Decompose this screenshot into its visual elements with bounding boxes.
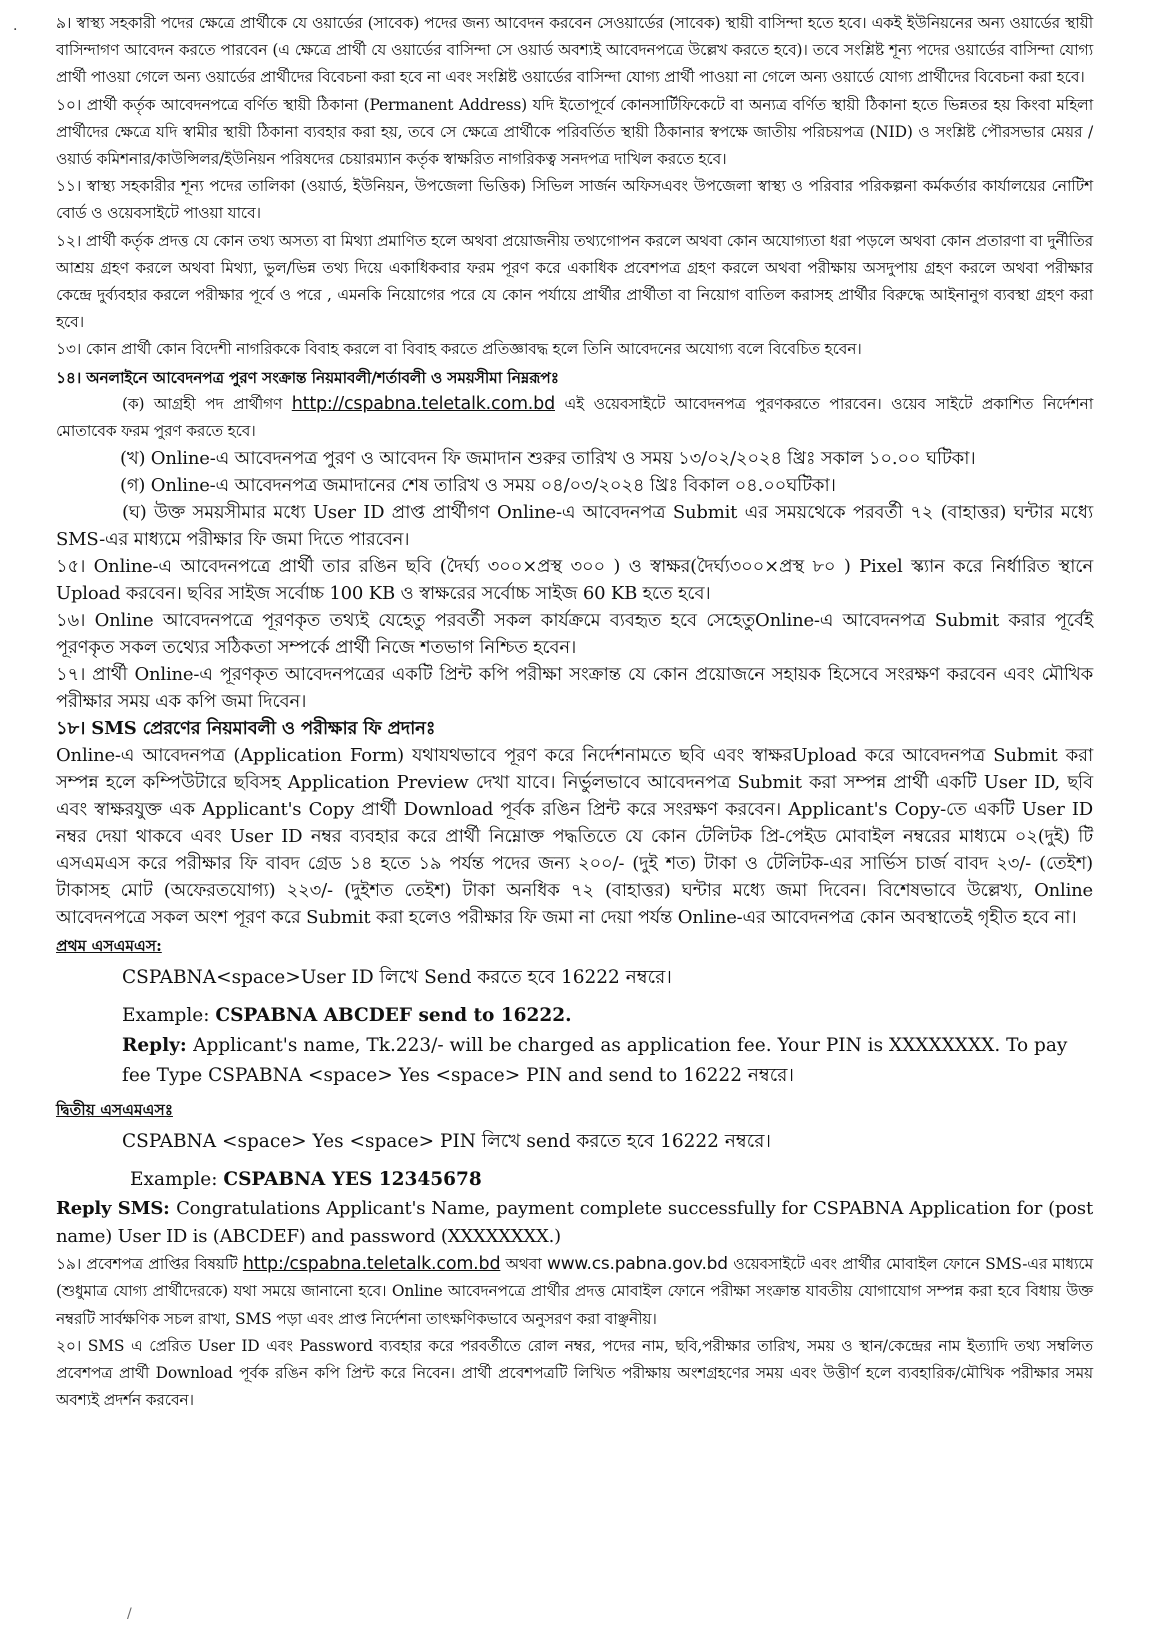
first-sms-reply-label: Reply: (122, 1035, 194, 1057)
first-sms-reply (56, 1031, 1093, 1091)
bottom-mark: / (127, 1606, 132, 1622)
second-sms-example (56, 1165, 1093, 1195)
clause-15: ১৫। Online-এ আবেদনপত্রে প্রার্থী তার রঙিন ছবি (দৈর্ঘ্য ৩০০×প্রস্থ ৩০০ ) ও স্বাক্ষর(দৈর্ঘ্য৩০০×প্রস্থ ৮০ ) Pixel স্ক্যান করে নির্ধারিত স্থানে Upload করবেন। ছবির সাইজ সর্বোচ্চ 100 KB ও স্বাক্ষরের সর্বোচ্চ সাইজ 60 KB হতে হবে। (56, 556, 1093, 605)
reply-sms-label: Reply SMS: (56, 1198, 177, 1220)
margin-mark: · (13, 22, 18, 38)
clause-14-gha: (ঘ) উক্ত সময়সীমার মধ্যে User ID প্রাপ্ত প্রার্থীগণ Online-এ আবেদনপত্র Submit এর সময়থেকে পরবর্তী ৭২ (বাহাত্তর) ঘন্টার মধ্যে SMS-এর মাধ্যমে পরীক্ষার ফি জমা দিতে পারবেন। (56, 502, 1093, 551)
clause-20: ২০। SMS এ প্রেরিত User ID এবং Password ব্যবহার করে পরবর্তীতে রোল নম্বর, পদের নাম, ছবি,পরীক্ষার তারিখ, সময় ও স্থান/কেন্দ্রের নাম ইত্যাদি তথ্য সম্বলিত প্রবেশপত্র প্রার্থী Download পূর্বক রঙিন কপি প্রিন্ট করে নিবেন। প্রার্থী প্রবেশপত্রটি লিখিত পরীক্ষায় অংশগ্রহণের সময় এবং উত্তীর্ণ হলে ব্যবহারিক/মৌখিক পরীক্ষার সময় অবশ্যই প্রদর্শন করবেন। (56, 1336, 1093, 1410)
first-sms-instruction: CSPABNA<space>User ID লিখে Send করতে হবে 16222 নম্বরে। (122, 967, 672, 989)
cs-pabna-website[interactable]: www.cs.pabna.gov.bd (546, 1254, 728, 1275)
first-sms-example-code: CSPABNA ABCDEF send to 16222. (215, 1005, 572, 1027)
clause-13: ১৩। কোন প্রার্থী কোন বিদেশী নাগরিককে বিবাহ করলে বা বিবাহ করতে প্রতিজ্ঞাবদ্ধ হলে তিনি আবেদনের অযোগ্য বলে বিবেচিত হবেন। (56, 340, 862, 359)
clause-12: ১২। প্রার্থী কর্তৃক প্রদত্ত যে কোন তথ্য অসত্য বা মিথ্যা প্রমাণিত হলে অথবা প্রয়োজনীয় তথ্যগোপন করলে অথবা কোন অযোগ্যতা ধরা পড়লে অথবা কোন প্রতারণা বা দুর্নীতির আশ্রয় গ্রহণ করলে অথবা মিথ্যা, ভুল/ভিন্ন তথ্য দিয়ে একাধিকবার ফরম পূরণ করে একাধিক প্রবেশপত্র গ্রহণ করলে অথবা পরীক্ষায় অসদুপায় গ্রহণ করলে অথবা পরীক্ষার কেন্দ্রে দুর্ব্যবহার করলে পরীক্ষার পূর্বে ও পরে , এমনকি নিয়োগের পরে যে কোন পর্যায়ে প্রার্থীর প্রার্থীতা বা নিয়োগ বাতিল করাসহ প্রার্থীর বিরুদ্ধে আইনানুগ ব্যবস্থা গ্রহণ করা হবে। (56, 231, 1093, 332)
clause-18-heading: ১৮। SMS প্রেরণের নিয়মাবলী ও পরীক্ষার ফি প্রদানঃ (56, 718, 436, 740)
clause-10: ১০। প্রার্থী কর্তৃক আবেদনপত্রে বর্ণিত স্থায়ী ঠিকানা (Permanent Address) যদি ইতোপূর্বে কোনসার্টিফিকেটে বা অন্যত্র বর্ণিত স্থায়ী ঠিকানা হতে ভিন্নতর হয় কিংবা মহিলা প্রার্থীদের ক্ষেত্রে যদি স্বামীর স্থায়ী ঠিকানা ব্যবহার করা হয়, তবে সে ক্ষেত্রে প্রার্থীকে পরিবর্তিত স্থায়ী ঠিকানার স্বপক্ষে জাতীয় পরিচয়পত্র (NID) ও সংশ্লিষ্ট পৌরসভার মেয়র /ওয়ার্ড কমিশনার/কাউন্সিলর/ইউনিয়ন পরিষদের চেয়ারম্যান কর্তৃক স্বাক্ষরিত নাগরিকত্ব সনদপত্র দাখিল করতে হবে। (56, 95, 1093, 169)
teletalk-link[interactable]: http://cspabna.teletalk.com.bd (291, 393, 555, 414)
clause-18-body: Online-এ আবেদনপত্র (Application Form) যথাযথভাবে পূরণ করে নির্দেশনামতে ছবি এবং স্বাক্ষরUpload করে আবেদনপত্র Submit করা সম্পন্ন হলে কম্পিউটারে ছবিসহ Application Preview দেখা যাবে। নির্ভুলভাবে আবেদনপত্র Submit করা সম্পন্ন প্রার্থী একটি User ID, ছবি এবং স্বাক্ষরযুক্ত এক Applicant's Copy প্রার্থী Download পূর্বক রঙিন প্রিন্ট করে সংরক্ষণ করবেন। Applicant's Copy-তে একটি User ID নম্বর দেয়া থাকবে এবং User ID নম্বর ব্যবহার করে প্রার্থী নিম্নোক্ত পদ্ধতিতে যে কোন টেলিটক প্রি-পেইড মোবাইল নম্বরের মাধ্যমে ০২(দুই) টি এসএমএস করে পরীক্ষার ফি বাবদ গ্রেড ১৪ হতে ১৯ পর্যন্ত পদের জন্য ২০০/- (দুই শত) টাকা ও টেলিটক-এর সার্ভিস চার্জ বাবদ ২৩/- (তেইশ) টাকাসহ মোট (অফেরতযোগ্য) ২২৩/- (দুইশত তেইশ) টাকা অনধিক ৭২ (বাহাত্তর) ঘন্টার মধ্যে জমা দিবেন। বিশেষভাবে উল্লেখ্য, Online আবেদনপত্রে সকল অংশ পূরণ করে Submit করা হলেও পরীক্ষার ফি জমা না দেয়া পর্যন্ত Online-এর আবেদনপত্র কোন অবস্থাতেই গৃহীত হবে না। (56, 745, 1093, 929)
first-sms-heading: প্রথম এসএমএস: (56, 936, 162, 956)
clause-14-ka-text: (ক) আগ্রহী পদ প্রার্থীগণ (122, 394, 292, 413)
clause-19-rest: ওয়েবসাইটে এবং প্রার্থীর মোবাইল ফোনে SMS-এর মাধ্যমে (শুধুমাত্র যোগ্য প্রার্থীদেরকে) যথা সময়ে জানানো হবে। Online আবেদনপত্রে প্রার্থীর প্রদত্ত মোবাইল ফোনে পরীক্ষা সংক্রান্ত যাবতীয় যোগাযোগ সম্পন্ন করা হবে বিধায় উক্ত নম্বরটি সার্বক্ষণিক সচল রাখা, SMS পড়া এবং প্রাপ্ত নির্দেশনা তাৎক্ষণিকভাবে অনুসরণ করা বাঞ্ছনীয়। (56, 1255, 1093, 1328)
clause-16: ১৬। Online আবেদনপত্রে পূরণকৃত তথ্যই যেহেতু পরবর্তী সকল কার্যক্রমে ব্যবহৃত হবে সেহেতুOnline-এ আবেদনপত্র Submit করার পূর্বেই পূরণকৃত সকল তথ্যের সঠিকতা সম্পর্কে প্রার্থী নিজে শতভাগ নিশ্চিত হবেন। (56, 610, 1093, 659)
second-sms-example-label: Example: (130, 1169, 224, 1191)
second-sms-instruction: CSPABNA <space> Yes <space> PIN লিখে send করতে হবে 16222 নম্বরে। (122, 1131, 771, 1153)
second-sms-heading: দ্বিতীয় এসএমএসঃ (56, 1100, 173, 1120)
clause-19-or: অথবা (500, 1255, 547, 1274)
clause-19 (56, 1251, 1093, 1333)
clause-14-ka (56, 391, 1093, 445)
clause-11: ১১। স্বাস্থ্য সহকারীর শূন্য পদের তালিকা (ওয়ার্ড, ইউনিয়ন, উপজেলা ভিত্তিক) সিভিল সার্জন অফিসএবং উপজেলা স্বাস্থ্য ও পরিবার পরিকল্পনা কর্মকর্তার কার্যালয়ের নোটিশ বোর্ড ও ওয়েবসাইটে পাওয়া যাবে। (56, 177, 1093, 223)
clause-14-heading: ১৪। অনলাইনে আবেদনপত্র পুরণ সংক্রান্ত নিয়মাবলী/শর্তাবলী ও সময়সীমা নিম্নরূপঃ (56, 367, 559, 387)
first-sms-example-label: Example: (122, 1005, 216, 1027)
first-sms-example (56, 1001, 1093, 1031)
second-sms-example-code: CSPABNA YES 12345678 (223, 1169, 482, 1191)
clause-19-text: ১৯। প্রবেশপত্র প্রাপ্তির বিষয়টি (56, 1255, 243, 1274)
first-sms-reply-text: Applicant's name, Tk.223/- will be charged as application fee. Your PIN is XXXXXXXX. To pay fee Type CSPABNA <space> Yes <space> PIN and send to 16222 নম্বরে। (122, 1035, 1068, 1087)
clause-9: ৯। স্বাস্থ্য সহকারী পদের ক্ষেত্রে প্রার্থীকে যে ওয়ার্ডের (সাবেক) পদের জন্য আবেদন করবেন সেওয়ার্ডের (সাবেক) স্থায়ী বাসিন্দা হতে হবে। একই ইউনিয়নের অন্য ওয়ার্ডের স্থায়ী বাসিন্দাগণ আবেদন করতে পারবেন (এ ক্ষেত্রে প্রার্থী যে ওয়ার্ডের বাসিন্দা সে ওয়ার্ড অবশ্যই আবেদনপত্রে উল্লেখ করতে হবে)। তবে সংশ্লিষ্ট শূন্য পদের ওয়ার্ডের বাসিন্দা যোগ্য প্রার্থী পাওয়া গেলে অন্য ওয়ার্ডের প্রার্থীদের বিবেচনা করা হবে না এবং সংশ্লিষ্ট ওয়ার্ডের বাসিন্দা যোগ্য প্রার্থী পাওয়া না গেলে অন্য ওয়ার্ডে যোগ্য প্রার্থীদের বিবেচনা করা হবে। (56, 14, 1093, 87)
clause-14-kha: (খ) Online-এ আবেদনপত্র পুরণ ও আবেদন ফি জমাদান শুরুর তারিখ ও সময় ১৩/০২/২০২৪ খ্রিঃ সকাল ১০.০০ ঘটিকা। (120, 448, 976, 470)
reply-sms (56, 1195, 1093, 1251)
clause-14-ka-rest: এই ওয়েবসাইটে আবেদনপত্র পুরণকরতে পারবেন। ওয়েব সাইটে প্রকাশিত নির্দেশনা মোতাবেক ফরম পুরণ করতে হবে। (56, 394, 1093, 441)
clause-17: ১৭। প্রার্থী Online-এ পূরণকৃত আবেদনপত্রের একটি প্রিন্ট কপি পরীক্ষা সংক্রান্ত যে কোন প্রয়োজনে সহায়ক হিসেবে সংরক্ষণ করবেন এবং মৌখিক পরীক্ষার সময় এক কপি জমা দিবেন। (56, 664, 1093, 713)
reply-sms-text: Congratulations Applicant's Name, payment complete successfully for CSPABNA Application for (post name) User ID is (ABCDEF) and password (XXXXXXXX.) (56, 1198, 1094, 1248)
clause-14-ga: (গ) Online-এ আবেদনপত্র জমাদানের শেষ তারিখ ও সময় ০৪/০৩/২০২৪ খ্রিঃ বিকাল ০৪.০০ঘটিকা। (120, 475, 836, 497)
teletalk-admit-link[interactable]: http:/cspabna.teletalk.com.bd (242, 1254, 501, 1275)
